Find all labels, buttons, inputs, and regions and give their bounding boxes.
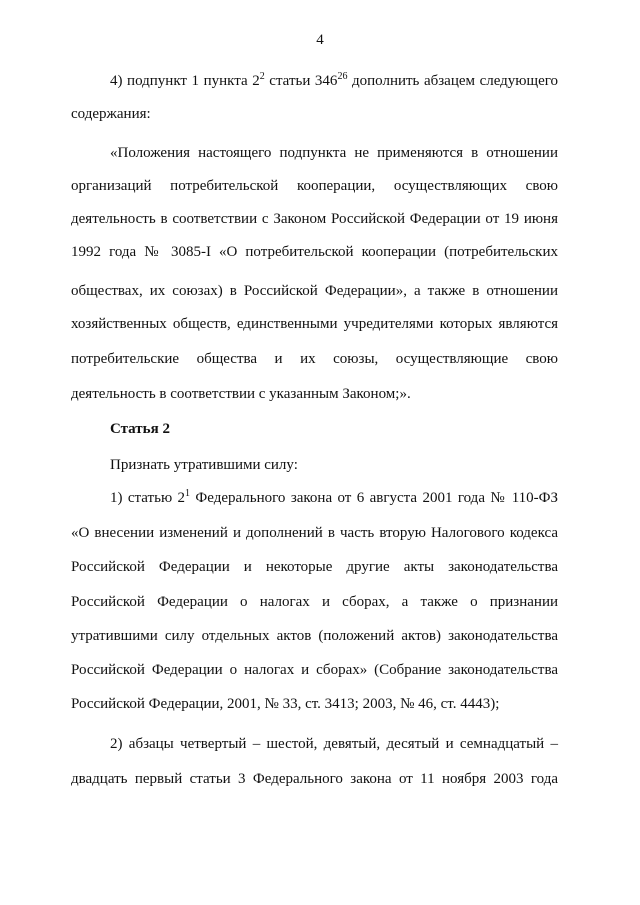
text-line: Российской Федерации о налогах и сборах» (Собрание законодательства — [71, 662, 558, 678]
text-line: обществах, их союзах) в Российской Федерации», а также в отношении — [71, 283, 558, 299]
text-line: «Положения настоящего подпункта не применяются в отношении — [110, 145, 558, 161]
text-span: дополнить абзацем следующего — [347, 73, 558, 89]
superscript: 26 — [337, 71, 348, 82]
text-line: содержания: — [71, 106, 151, 122]
article-heading: Статья 2 — [110, 421, 170, 437]
text-line: потребительские общества и их союзы, осуществляющие свою — [71, 351, 558, 367]
text-span: 4) подпункт 1 пункта 2 — [110, 73, 260, 89]
text-line: «О внесении изменений и дополнений в часть вторую Налогового кодекса — [71, 525, 558, 541]
text-line: Российской Федерации, 2001, № 33, ст. 3413; 2003, № 46, ст. 4443); — [71, 696, 500, 712]
text-span: Федерального закона от 6 августа 2001 года № 110-ФЗ — [190, 490, 558, 506]
text-line — [110, 72, 558, 90]
text-line — [110, 489, 558, 507]
text-line: деятельность в соответствии с указанным Законом;». — [71, 386, 411, 402]
text-span: 1) статью 2 — [110, 490, 186, 506]
text-line: организаций потребительской кооперации, осуществляющих свою — [71, 178, 558, 194]
page-number: 4 — [316, 32, 324, 48]
text-line: 2) абзацы четвертый – шестой, девятый, десятый и семнадцатый – — [110, 736, 558, 752]
superscript: 1 — [185, 488, 191, 499]
text-line: Признать утратившими силу: — [110, 457, 298, 473]
text-line: Российской Федерации о налогах и сборах, а также о признании — [71, 594, 558, 610]
text-span: статьи 346 — [264, 73, 338, 89]
superscript: 2 — [259, 71, 265, 82]
text-line: хозяйственных обществ, единственными учредителями которых являются — [71, 316, 558, 332]
text-line: Российской Федерации и некоторые другие акты законодательства — [71, 559, 558, 575]
text-line: двадцать первый статьи 3 Федерального закона от 11 ноября 2003 года — [71, 771, 558, 787]
text-line: деятельность в соответствии с Законом Российской Федерации от 19 июня — [71, 211, 558, 227]
text-line: утратившими силу отдельных актов (положений актов) законодательства — [71, 628, 558, 644]
text-line: 1992 года № 3085-I «О потребительской кооперации (потребительских — [71, 244, 558, 260]
